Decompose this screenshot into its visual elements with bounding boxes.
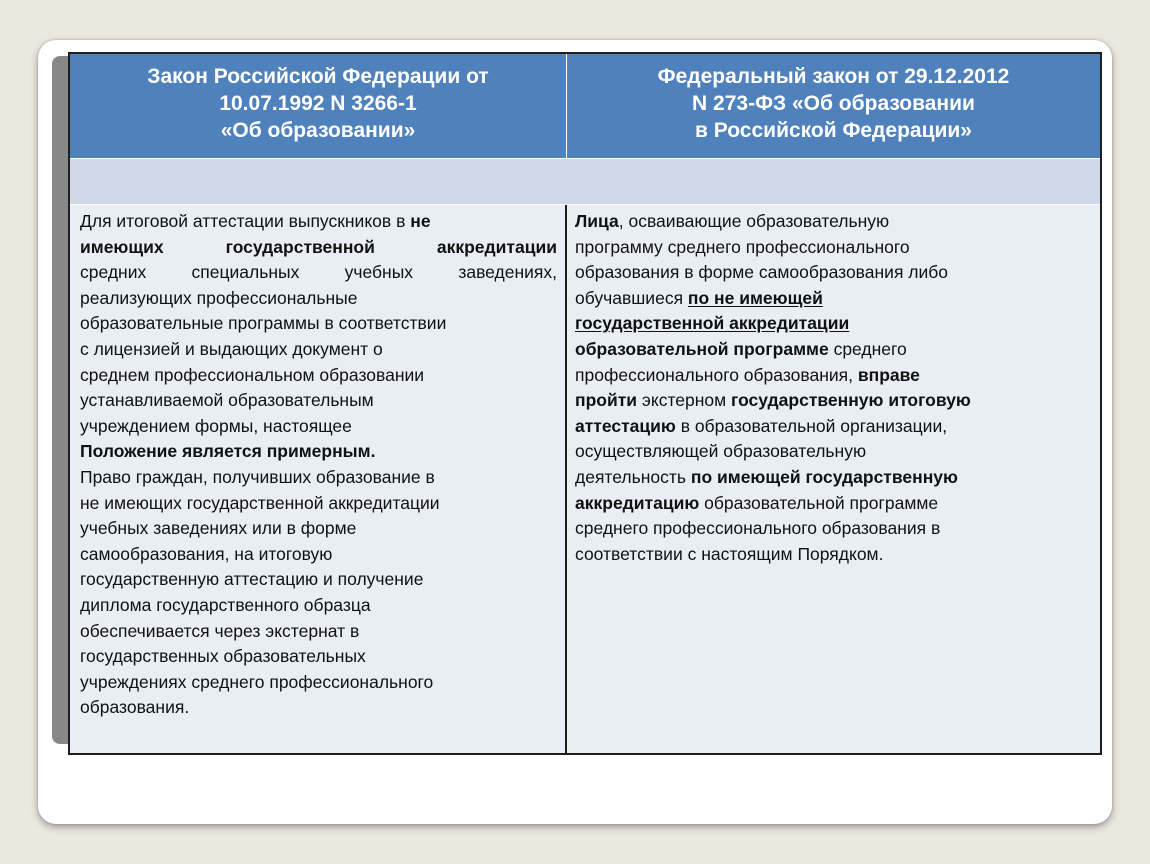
old-law-line: устанавливаемой образовательным (80, 390, 374, 411)
new-law-line: программу среднего профессионального (575, 236, 910, 257)
table-empty-row (70, 158, 1100, 204)
new-law-bold-text: образовательной программе (575, 338, 829, 359)
old-law-text: Для итоговой аттестации выпускников в (80, 211, 411, 231)
old-law-bold-text: не (410, 211, 431, 231)
new-law-text: профессионального образования, (575, 364, 858, 385)
header-new-line-1: Федеральный закон от 29.12.2012 (657, 65, 1010, 88)
header-new-line-2: N 273-ФЗ «Об образовании (692, 92, 975, 115)
header-cell-old-law (70, 54, 567, 158)
comparison-table (68, 52, 1102, 755)
new-law-line: среднего профессионального образования в (575, 518, 941, 539)
old-law-line: образовательные программы в соответствии (80, 313, 447, 334)
old-law-line: реализующих профессиональные (80, 287, 358, 308)
old-law-line (80, 235, 557, 261)
old-law-line: обеспечивается через экстернат в (80, 620, 360, 641)
new-law-line (575, 491, 1092, 517)
new-law-bold-text: Лица (575, 211, 619, 231)
new-law-underlined-text: по не имеющей (687, 287, 823, 308)
new-law-bold-text: аттестацию (575, 415, 676, 436)
new-law-bold-text: пройти (575, 390, 638, 411)
old-law-line: не имеющих государственной аккредитации (80, 492, 440, 513)
old-law-line: самообразования, на итоговую (80, 543, 333, 564)
old-law-line: среднем профессиональном образовании (80, 364, 425, 385)
new-law-line: соответствии с настоящим Порядком. (575, 543, 884, 564)
table-header-row (70, 54, 1100, 158)
new-law-line: осуществляющей образовательную (575, 441, 867, 462)
old-law-line: средних специальных учебных заведениях, (80, 262, 557, 283)
new-law-line: образования в форме самообразования либо (575, 262, 949, 283)
new-law-text: , осваивающие образовательную (618, 211, 890, 231)
old-law-bold-text: имеющих государственной аккредитации (80, 236, 557, 257)
old-law-line: учебных заведениях или в форме (80, 518, 357, 539)
old-law-line: учреждениях среднего профессионального (80, 671, 434, 692)
new-law-line (575, 337, 1092, 363)
new-law-bold-text: по имеющей государственную (690, 466, 958, 487)
old-law-line (80, 439, 557, 465)
new-law-line (575, 209, 1092, 235)
old-law-line: диплома государственного образца (80, 594, 371, 615)
old-law-line: образования. (80, 697, 190, 718)
old-law-text-cell (70, 205, 567, 753)
new-law-underlined-text: государственной аккредитации (575, 313, 850, 334)
header-old-line-2: 10.07.1992 N 3266-1 (219, 92, 417, 115)
new-law-line (575, 414, 1092, 440)
new-law-bold-text: аккредитацию (575, 492, 700, 513)
header-old-line-3: «Об образовании» (220, 119, 416, 142)
old-law-bold-text: Положение является примерным. (80, 441, 376, 462)
new-law-line (575, 388, 1092, 414)
header-new-line-3: в Российской Федерации» (695, 119, 972, 142)
new-law-line (575, 363, 1092, 389)
new-law-line (575, 311, 1092, 337)
table-body-row (70, 204, 1100, 753)
new-law-text: экстерном (637, 390, 732, 411)
new-law-text: среднего (828, 338, 907, 359)
old-law-line: учреждением формы, настоящее (80, 415, 352, 436)
header-old-line-1: Закон Российской Федерации от (147, 65, 489, 88)
new-law-line (575, 286, 1092, 312)
new-law-text: обучавшиеся (575, 287, 688, 308)
old-law-line: Право граждан, получивших образование в (80, 466, 435, 487)
new-law-text: в образовательной организации, (675, 415, 948, 436)
new-law-line (575, 465, 1092, 491)
header-cell-new-law (567, 54, 1100, 158)
old-law-line: государственных образовательных (80, 646, 366, 667)
old-law-line: с лицензией и выдающих документ о (80, 338, 383, 359)
new-law-text-cell (567, 205, 1100, 753)
new-law-text: деятельность (575, 466, 691, 487)
new-law-bold-text: государственную итоговую (731, 390, 971, 411)
old-law-line (80, 209, 557, 235)
new-law-text: образовательной программе (699, 492, 939, 513)
old-law-line: государственную аттестацию и получение (80, 569, 424, 590)
new-law-bold-text: вправе (857, 364, 920, 385)
